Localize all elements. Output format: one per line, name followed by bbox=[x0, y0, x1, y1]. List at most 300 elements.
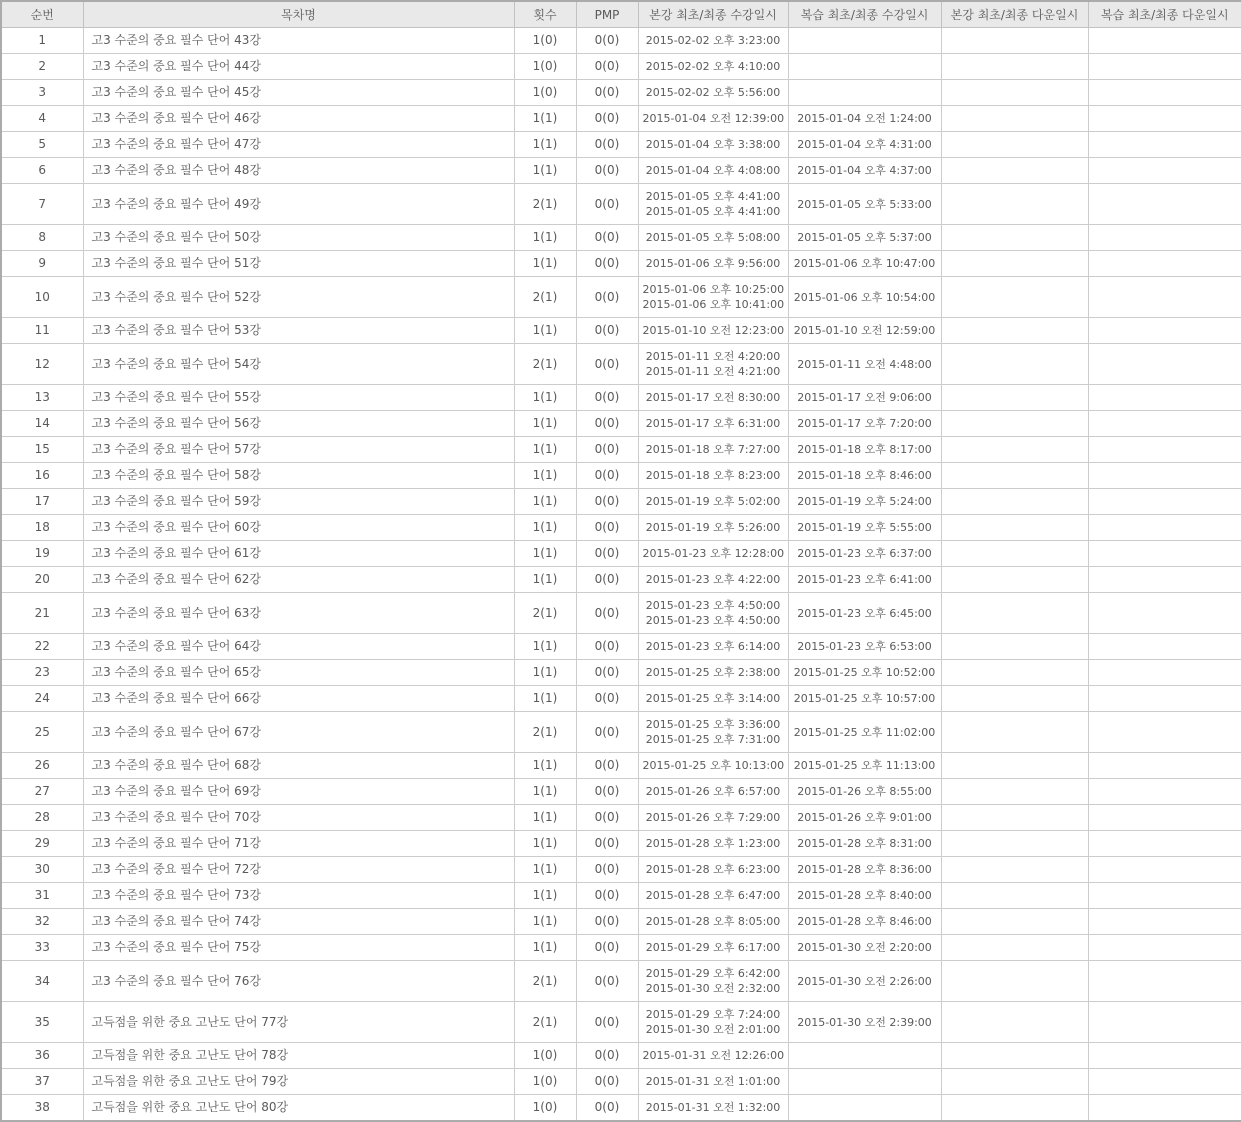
cell-main_down bbox=[941, 344, 1088, 385]
cell-no: 28 bbox=[1, 805, 83, 831]
cell-count: 1(1) bbox=[514, 883, 576, 909]
cell-review_view bbox=[788, 184, 941, 225]
cell-pmp: 0(0) bbox=[576, 805, 638, 831]
cell-review_down bbox=[1088, 935, 1241, 961]
cell-pmp: 0(0) bbox=[576, 961, 638, 1002]
cell-pmp: 0(0) bbox=[576, 411, 638, 437]
cell-review_down bbox=[1088, 1043, 1241, 1069]
datetime-text: 2015-01-17 오후 6:31:00 bbox=[645, 417, 781, 430]
cell-count: 1(1) bbox=[514, 411, 576, 437]
cell-count: 1(1) bbox=[514, 857, 576, 883]
cell-count: 2(1) bbox=[514, 184, 576, 225]
datetime-text: 2015-01-04 오후 3:38:00 bbox=[645, 138, 781, 151]
datetime-text: 2015-01-25 오후 11:13:00 bbox=[793, 759, 936, 772]
datetime-text: 2015-01-25 오후 3:36:00 bbox=[645, 718, 781, 731]
cell-no: 11 bbox=[1, 318, 83, 344]
datetime-text: 2015-01-23 오후 6:41:00 bbox=[797, 573, 932, 586]
cell-main_down bbox=[941, 80, 1088, 106]
cell-pmp: 0(0) bbox=[576, 541, 638, 567]
cell-review_view bbox=[788, 1069, 941, 1095]
cell-count: 1(1) bbox=[514, 935, 576, 961]
cell-review_view bbox=[788, 883, 941, 909]
cell-review_down bbox=[1088, 634, 1241, 660]
cell-review_down bbox=[1088, 857, 1241, 883]
datetime-text: 2015-01-06 오후 10:25:00 bbox=[642, 283, 785, 296]
datetime-text: 2015-01-23 오후 6:53:00 bbox=[797, 640, 932, 653]
cell-pmp: 0(0) bbox=[576, 1043, 638, 1069]
datetime-text: 2015-01-06 오후 9:56:00 bbox=[645, 257, 781, 270]
cell-title: 고3 수준의 중요 필수 단어 67강 bbox=[83, 712, 514, 753]
cell-count: 1(1) bbox=[514, 132, 576, 158]
cell-count: 1(1) bbox=[514, 158, 576, 184]
cell-no: 6 bbox=[1, 158, 83, 184]
cell-no: 34 bbox=[1, 961, 83, 1002]
datetime-text: 2015-01-25 오후 11:02:00 bbox=[793, 725, 936, 739]
cell-count: 1(1) bbox=[514, 541, 576, 567]
cell-no: 19 bbox=[1, 541, 83, 567]
cell-review_view bbox=[788, 385, 941, 411]
cell-review_view bbox=[788, 712, 941, 753]
cell-count: 2(1) bbox=[514, 277, 576, 318]
cell-main_view bbox=[638, 593, 788, 634]
cell-review_down bbox=[1088, 437, 1241, 463]
cell-title: 고득점을 위한 중요 고난도 단어 80강 bbox=[83, 1095, 514, 1122]
cell-no: 7 bbox=[1, 184, 83, 225]
cell-review_down bbox=[1088, 1002, 1241, 1043]
cell-review_view bbox=[788, 567, 941, 593]
cell-title: 고3 수준의 중요 필수 단어 48강 bbox=[83, 158, 514, 184]
cell-review_view bbox=[788, 489, 941, 515]
cell-title: 고3 수준의 중요 필수 단어 50강 bbox=[83, 225, 514, 251]
cell-pmp: 0(0) bbox=[576, 225, 638, 251]
cell-main_view bbox=[638, 515, 788, 541]
datetime-text: 2015-01-28 오후 1:23:00 bbox=[645, 837, 781, 850]
datetime-text: 2015-01-25 오후 7:31:00 bbox=[645, 733, 781, 746]
cell-review_view bbox=[788, 831, 941, 857]
cell-pmp: 0(0) bbox=[576, 779, 638, 805]
cell-review_view bbox=[788, 961, 941, 1002]
cell-count: 2(1) bbox=[514, 593, 576, 634]
cell-count: 1(1) bbox=[514, 437, 576, 463]
cell-review_view bbox=[788, 132, 941, 158]
column-header-count: 횟수 bbox=[514, 1, 576, 28]
cell-title: 고3 수준의 중요 필수 단어 60강 bbox=[83, 515, 514, 541]
cell-review_down bbox=[1088, 1095, 1241, 1122]
cell-title: 고3 수준의 중요 필수 단어 64강 bbox=[83, 634, 514, 660]
datetime-text: 2015-01-19 오후 5:02:00 bbox=[645, 495, 781, 508]
datetime-text: 2015-01-11 오전 4:20:00 bbox=[645, 350, 781, 363]
datetime-text: 2015-01-25 오후 10:52:00 bbox=[793, 666, 936, 679]
cell-review_down bbox=[1088, 660, 1241, 686]
cell-review_view bbox=[788, 541, 941, 567]
cell-main_down bbox=[941, 712, 1088, 753]
cell-pmp: 0(0) bbox=[576, 489, 638, 515]
cell-review_view bbox=[788, 1095, 941, 1122]
datetime-text: 2015-01-04 오후 4:08:00 bbox=[645, 164, 781, 177]
cell-no: 13 bbox=[1, 385, 83, 411]
cell-main_down bbox=[941, 437, 1088, 463]
cell-main_view bbox=[638, 753, 788, 779]
cell-count: 1(1) bbox=[514, 567, 576, 593]
datetime-text: 2015-01-28 오후 8:05:00 bbox=[645, 915, 781, 928]
cell-count: 1(0) bbox=[514, 28, 576, 54]
cell-review_down bbox=[1088, 54, 1241, 80]
datetime-text: 2015-01-31 오전 12:26:00 bbox=[642, 1049, 785, 1062]
cell-title: 고3 수준의 중요 필수 단어 59강 bbox=[83, 489, 514, 515]
table-row bbox=[1, 463, 1241, 489]
cell-main_view bbox=[638, 132, 788, 158]
cell-review_view bbox=[788, 634, 941, 660]
cell-main_view bbox=[638, 857, 788, 883]
table-row bbox=[1, 28, 1241, 54]
cell-review_view bbox=[788, 463, 941, 489]
column-header-review_view: 복습 최초/최종 수강일시 bbox=[788, 1, 941, 28]
cell-pmp: 0(0) bbox=[576, 344, 638, 385]
cell-title: 고3 수준의 중요 필수 단어 76강 bbox=[83, 961, 514, 1002]
cell-main_view bbox=[638, 541, 788, 567]
cell-main_view bbox=[638, 225, 788, 251]
datetime-text: 2015-01-05 오후 5:33:00 bbox=[797, 197, 932, 211]
cell-main_down bbox=[941, 318, 1088, 344]
cell-count: 2(1) bbox=[514, 1002, 576, 1043]
cell-review_view bbox=[788, 437, 941, 463]
cell-main_view bbox=[638, 961, 788, 1002]
datetime-text: 2015-01-18 오후 8:17:00 bbox=[797, 443, 932, 456]
table-row bbox=[1, 883, 1241, 909]
datetime-text: 2015-01-28 오후 6:23:00 bbox=[645, 863, 781, 876]
cell-title: 고득점을 위한 중요 고난도 단어 77강 bbox=[83, 1002, 514, 1043]
cell-title: 고3 수준의 중요 필수 단어 66강 bbox=[83, 686, 514, 712]
table-row bbox=[1, 132, 1241, 158]
datetime-text: 2015-01-30 오전 2:26:00 bbox=[797, 974, 932, 988]
cell-main_view bbox=[638, 909, 788, 935]
cell-title: 고3 수준의 중요 필수 단어 49강 bbox=[83, 184, 514, 225]
cell-pmp: 0(0) bbox=[576, 686, 638, 712]
cell-title: 고3 수준의 중요 필수 단어 55강 bbox=[83, 385, 514, 411]
cell-title: 고3 수준의 중요 필수 단어 75강 bbox=[83, 935, 514, 961]
cell-no: 38 bbox=[1, 1095, 83, 1122]
table-row bbox=[1, 385, 1241, 411]
datetime-text: 2015-01-11 오전 4:21:00 bbox=[645, 365, 781, 378]
cell-title: 고3 수준의 중요 필수 단어 57강 bbox=[83, 437, 514, 463]
datetime-text: 2015-01-28 오후 8:46:00 bbox=[797, 915, 932, 928]
datetime-text: 2015-01-19 오후 5:24:00 bbox=[797, 495, 932, 508]
cell-no: 20 bbox=[1, 567, 83, 593]
cell-main_view bbox=[638, 1043, 788, 1069]
cell-review_down bbox=[1088, 28, 1241, 54]
cell-no: 35 bbox=[1, 1002, 83, 1043]
datetime-text: 2015-02-02 오후 4:10:00 bbox=[645, 60, 781, 73]
datetime-text: 2015-01-23 오후 6:37:00 bbox=[797, 547, 932, 560]
cell-title: 고3 수준의 중요 필수 단어 56강 bbox=[83, 411, 514, 437]
cell-review_down bbox=[1088, 831, 1241, 857]
datetime-text: 2015-01-26 오후 6:57:00 bbox=[645, 785, 781, 798]
datetime-text: 2015-01-05 오후 4:41:00 bbox=[645, 190, 781, 203]
cell-review_down bbox=[1088, 411, 1241, 437]
cell-count: 1(1) bbox=[514, 515, 576, 541]
cell-main_down bbox=[941, 489, 1088, 515]
cell-review_view bbox=[788, 686, 941, 712]
table-row bbox=[1, 277, 1241, 318]
cell-review_down bbox=[1088, 541, 1241, 567]
cell-pmp: 0(0) bbox=[576, 80, 638, 106]
cell-count: 1(0) bbox=[514, 1043, 576, 1069]
datetime-text: 2015-01-23 오후 6:45:00 bbox=[797, 606, 932, 620]
cell-main_view bbox=[638, 1069, 788, 1095]
cell-title: 고3 수준의 중요 필수 단어 65강 bbox=[83, 660, 514, 686]
cell-main_down bbox=[941, 1043, 1088, 1069]
cell-count: 1(1) bbox=[514, 779, 576, 805]
table-body bbox=[1, 28, 1241, 1122]
datetime-text: 2015-01-18 오후 7:27:00 bbox=[645, 443, 781, 456]
cell-review_view bbox=[788, 318, 941, 344]
cell-no: 15 bbox=[1, 437, 83, 463]
datetime-text: 2015-01-23 오후 4:22:00 bbox=[645, 573, 781, 586]
cell-title: 고3 수준의 중요 필수 단어 70강 bbox=[83, 805, 514, 831]
cell-review_down bbox=[1088, 1069, 1241, 1095]
cell-pmp: 0(0) bbox=[576, 857, 638, 883]
table-row bbox=[1, 80, 1241, 106]
datetime-text: 2015-01-28 오후 8:31:00 bbox=[797, 837, 932, 850]
datetime-text: 2015-01-06 오후 10:54:00 bbox=[793, 290, 936, 304]
cell-no: 31 bbox=[1, 883, 83, 909]
cell-title: 고3 수준의 중요 필수 단어 52강 bbox=[83, 277, 514, 318]
cell-title: 고3 수준의 중요 필수 단어 47강 bbox=[83, 132, 514, 158]
table-row bbox=[1, 344, 1241, 385]
cell-main_down bbox=[941, 805, 1088, 831]
table-row bbox=[1, 712, 1241, 753]
cell-title: 고3 수준의 중요 필수 단어 62강 bbox=[83, 567, 514, 593]
cell-pmp: 0(0) bbox=[576, 515, 638, 541]
cell-main_down bbox=[941, 277, 1088, 318]
cell-count: 1(1) bbox=[514, 660, 576, 686]
datetime-text: 2015-01-28 오후 8:40:00 bbox=[797, 889, 932, 902]
cell-review_view bbox=[788, 28, 941, 54]
column-header-review_down: 복습 최초/최종 다운일시 bbox=[1088, 1, 1241, 28]
cell-title: 고3 수준의 중요 필수 단어 73강 bbox=[83, 883, 514, 909]
table-row bbox=[1, 106, 1241, 132]
cell-main_view bbox=[638, 80, 788, 106]
cell-main_view bbox=[638, 883, 788, 909]
cell-no: 5 bbox=[1, 132, 83, 158]
cell-pmp: 0(0) bbox=[576, 158, 638, 184]
cell-title: 고3 수준의 중요 필수 단어 44강 bbox=[83, 54, 514, 80]
cell-title: 고3 수준의 중요 필수 단어 61강 bbox=[83, 541, 514, 567]
cell-count: 1(0) bbox=[514, 1069, 576, 1095]
datetime-text: 2015-01-25 오후 10:57:00 bbox=[793, 692, 936, 705]
table-row bbox=[1, 225, 1241, 251]
datetime-text: 2015-01-19 오후 5:55:00 bbox=[797, 521, 932, 534]
cell-main_down bbox=[941, 753, 1088, 779]
cell-title: 고3 수준의 중요 필수 단어 45강 bbox=[83, 80, 514, 106]
table-row bbox=[1, 805, 1241, 831]
table-row bbox=[1, 935, 1241, 961]
datetime-text: 2015-01-30 오전 2:39:00 bbox=[797, 1015, 932, 1029]
datetime-text: 2015-01-06 오후 10:41:00 bbox=[642, 298, 785, 311]
table-row bbox=[1, 961, 1241, 1002]
cell-count: 1(1) bbox=[514, 106, 576, 132]
cell-no: 22 bbox=[1, 634, 83, 660]
cell-main_down bbox=[941, 935, 1088, 961]
cell-count: 1(1) bbox=[514, 753, 576, 779]
cell-review_view bbox=[788, 80, 941, 106]
cell-main_down bbox=[941, 184, 1088, 225]
cell-main_view bbox=[638, 184, 788, 225]
cell-review_down bbox=[1088, 515, 1241, 541]
cell-no: 26 bbox=[1, 753, 83, 779]
cell-pmp: 0(0) bbox=[576, 106, 638, 132]
cell-count: 1(1) bbox=[514, 909, 576, 935]
cell-main_down bbox=[941, 385, 1088, 411]
cell-main_down bbox=[941, 593, 1088, 634]
table-row bbox=[1, 54, 1241, 80]
cell-main_view bbox=[638, 805, 788, 831]
cell-no: 30 bbox=[1, 857, 83, 883]
table-row bbox=[1, 857, 1241, 883]
cell-main_down bbox=[941, 411, 1088, 437]
cell-count: 1(1) bbox=[514, 251, 576, 277]
datetime-text: 2015-01-11 오전 4:48:00 bbox=[797, 357, 932, 371]
cell-no: 24 bbox=[1, 686, 83, 712]
datetime-text: 2015-01-29 오후 6:17:00 bbox=[645, 941, 781, 954]
datetime-text: 2015-01-05 오후 5:37:00 bbox=[797, 231, 932, 244]
cell-review_down bbox=[1088, 753, 1241, 779]
cell-review_down bbox=[1088, 251, 1241, 277]
cell-pmp: 0(0) bbox=[576, 184, 638, 225]
cell-pmp: 0(0) bbox=[576, 385, 638, 411]
cell-main_down bbox=[941, 660, 1088, 686]
cell-review_down bbox=[1088, 385, 1241, 411]
cell-review_view bbox=[788, 411, 941, 437]
cell-count: 1(1) bbox=[514, 489, 576, 515]
cell-main_view bbox=[638, 344, 788, 385]
cell-pmp: 0(0) bbox=[576, 1095, 638, 1122]
datetime-text: 2015-01-26 오후 9:01:00 bbox=[797, 811, 932, 824]
cell-review_down bbox=[1088, 686, 1241, 712]
table-row bbox=[1, 1043, 1241, 1069]
datetime-text: 2015-01-18 오후 8:46:00 bbox=[797, 469, 932, 482]
cell-pmp: 0(0) bbox=[576, 28, 638, 54]
cell-no: 36 bbox=[1, 1043, 83, 1069]
cell-no: 27 bbox=[1, 779, 83, 805]
cell-count: 1(1) bbox=[514, 318, 576, 344]
datetime-text: 2015-01-28 오후 6:47:00 bbox=[645, 889, 781, 902]
cell-main_view bbox=[638, 463, 788, 489]
cell-pmp: 0(0) bbox=[576, 634, 638, 660]
cell-main_down bbox=[941, 883, 1088, 909]
datetime-text: 2015-01-26 오후 7:29:00 bbox=[645, 811, 781, 824]
cell-pmp: 0(0) bbox=[576, 1069, 638, 1095]
table-row bbox=[1, 184, 1241, 225]
cell-no: 32 bbox=[1, 909, 83, 935]
datetime-text: 2015-01-29 오후 7:24:00 bbox=[645, 1008, 781, 1021]
cell-title: 고득점을 위한 중요 고난도 단어 78강 bbox=[83, 1043, 514, 1069]
cell-pmp: 0(0) bbox=[576, 437, 638, 463]
table-row bbox=[1, 1002, 1241, 1043]
cell-pmp: 0(0) bbox=[576, 831, 638, 857]
cell-no: 25 bbox=[1, 712, 83, 753]
cell-review_down bbox=[1088, 106, 1241, 132]
datetime-text: 2015-01-30 오전 2:32:00 bbox=[645, 982, 781, 995]
cell-main_down bbox=[941, 1069, 1088, 1095]
cell-count: 1(1) bbox=[514, 385, 576, 411]
cell-title: 고3 수준의 중요 필수 단어 71강 bbox=[83, 831, 514, 857]
cell-title: 고3 수준의 중요 필수 단어 74강 bbox=[83, 909, 514, 935]
cell-title: 고3 수준의 중요 필수 단어 63강 bbox=[83, 593, 514, 634]
cell-main_down bbox=[941, 106, 1088, 132]
table-row bbox=[1, 541, 1241, 567]
table-row bbox=[1, 593, 1241, 634]
datetime-text: 2015-02-02 오후 5:56:00 bbox=[645, 86, 781, 99]
cell-main_down bbox=[941, 158, 1088, 184]
cell-main_view bbox=[638, 831, 788, 857]
cell-review_down bbox=[1088, 805, 1241, 831]
cell-review_down bbox=[1088, 277, 1241, 318]
table-row bbox=[1, 411, 1241, 437]
cell-main_view bbox=[638, 385, 788, 411]
datetime-text: 2015-01-25 오후 2:38:00 bbox=[645, 666, 781, 679]
datetime-text: 2015-01-31 오전 1:01:00 bbox=[645, 1075, 781, 1088]
cell-main_view bbox=[638, 277, 788, 318]
cell-title: 고3 수준의 중요 필수 단어 72강 bbox=[83, 857, 514, 883]
cell-review_down bbox=[1088, 463, 1241, 489]
cell-pmp: 0(0) bbox=[576, 909, 638, 935]
cell-review_view bbox=[788, 106, 941, 132]
table-row bbox=[1, 831, 1241, 857]
cell-pmp: 0(0) bbox=[576, 251, 638, 277]
cell-pmp: 0(0) bbox=[576, 132, 638, 158]
cell-main_down bbox=[941, 132, 1088, 158]
datetime-text: 2015-01-26 오후 8:55:00 bbox=[797, 785, 932, 798]
cell-review_down bbox=[1088, 567, 1241, 593]
cell-main_view bbox=[638, 1002, 788, 1043]
cell-main_down bbox=[941, 54, 1088, 80]
cell-review_down bbox=[1088, 712, 1241, 753]
datetime-text: 2015-02-02 오후 3:23:00 bbox=[645, 34, 781, 47]
table-row bbox=[1, 158, 1241, 184]
cell-main_view bbox=[638, 54, 788, 80]
cell-review_view bbox=[788, 515, 941, 541]
cell-no: 12 bbox=[1, 344, 83, 385]
datetime-text: 2015-01-10 오전 12:59:00 bbox=[793, 324, 936, 337]
cell-pmp: 0(0) bbox=[576, 567, 638, 593]
cell-main_view bbox=[638, 686, 788, 712]
datetime-text: 2015-01-23 오후 6:14:00 bbox=[645, 640, 781, 653]
cell-review_down bbox=[1088, 779, 1241, 805]
cell-review_view bbox=[788, 277, 941, 318]
datetime-text: 2015-01-30 오전 2:01:00 bbox=[645, 1023, 781, 1036]
cell-count: 1(0) bbox=[514, 1095, 576, 1122]
datetime-text: 2015-01-04 오후 4:31:00 bbox=[797, 138, 932, 151]
table-row bbox=[1, 318, 1241, 344]
cell-review_down bbox=[1088, 883, 1241, 909]
datetime-text: 2015-01-25 오후 3:14:00 bbox=[645, 692, 781, 705]
cell-main_down bbox=[941, 28, 1088, 54]
cell-no: 3 bbox=[1, 80, 83, 106]
cell-review_view bbox=[788, 344, 941, 385]
cell-main_view bbox=[638, 634, 788, 660]
table-row bbox=[1, 489, 1241, 515]
cell-main_view bbox=[638, 437, 788, 463]
datetime-text: 2015-01-10 오전 12:23:00 bbox=[642, 324, 785, 337]
cell-pmp: 0(0) bbox=[576, 54, 638, 80]
table-row bbox=[1, 753, 1241, 779]
cell-no: 37 bbox=[1, 1069, 83, 1095]
cell-main_view bbox=[638, 660, 788, 686]
cell-main_down bbox=[941, 515, 1088, 541]
table-row bbox=[1, 1069, 1241, 1095]
table-row bbox=[1, 567, 1241, 593]
